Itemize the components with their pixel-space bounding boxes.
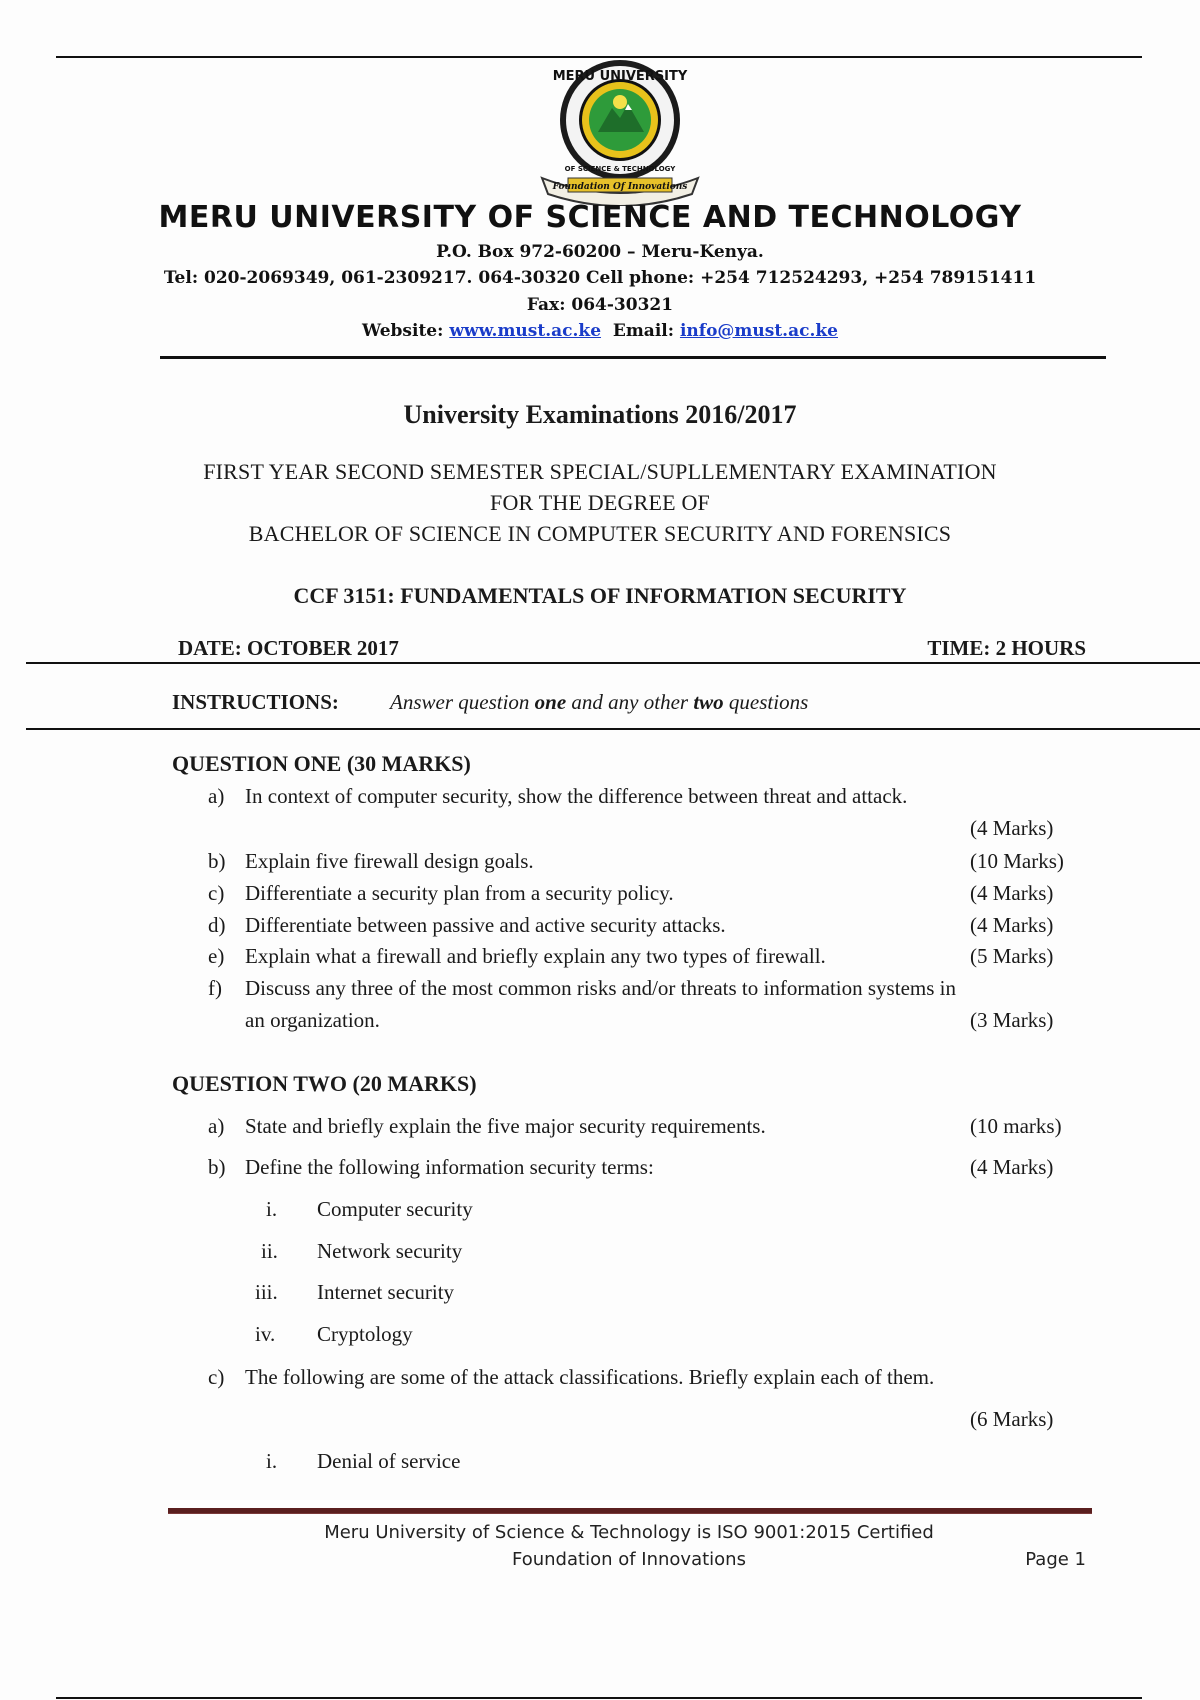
- logo-arc-text: MERU UNIVERSITY: [552, 69, 688, 84]
- q1-item-text: Explain five firewall design goals.: [245, 849, 534, 873]
- q2-item-label: b): [208, 1155, 226, 1179]
- date-rule: [26, 662, 1200, 664]
- telephone-line: Tel: 020-2069349, 061-2309217. 064-30320 Cell phone: +254 712524293, +254 789151411: [163, 268, 1037, 288]
- q1-item-text: Differentiate between passive and active security attacks.: [245, 913, 726, 937]
- q1-item-label: e): [208, 944, 225, 968]
- q1-item-label: c): [208, 881, 225, 905]
- footer-page-number: Page 1: [1025, 1549, 1086, 1570]
- q1-item-text: Differentiate a security plan from a security policy.: [245, 881, 674, 905]
- q2-sub-text: Internet security: [317, 1280, 455, 1304]
- q1-item-text: Explain what a firewall and briefly explain any two types of firewall.: [245, 944, 826, 968]
- q1-item-marks: (10 Marks): [970, 849, 1064, 873]
- exam-line-1: FIRST YEAR SECOND SEMESTER SPECIAL/SUPLLEMENTARY EXAMINATION: [203, 459, 997, 484]
- q1-item-marks: (4 Marks): [970, 913, 1054, 937]
- exam-title: University Examinations 2016/2017: [403, 400, 797, 429]
- q1-item-label: a): [208, 784, 225, 808]
- q2-sub-text: Denial of service: [317, 1449, 461, 1473]
- q1-item-text: Discuss any three of the most common risks and/or threats to information systems in: [245, 976, 956, 1000]
- email-link[interactable]: info@must.ac.ke: [679, 321, 838, 341]
- exam-time: TIME: 2 HOURS: [927, 636, 1086, 660]
- email-label: Email:: [612, 321, 675, 341]
- q2-item-marks: (10 marks): [970, 1114, 1062, 1138]
- q2-item-text: The following are some of the attack classifications. Briefly explain each of them.: [245, 1365, 935, 1389]
- course-title: CCF 3151: FUNDAMENTALS OF INFORMATION SECURITY: [293, 583, 907, 608]
- logo-lower-text: OF SCIENCE & TECHNOLOGY: [564, 165, 676, 173]
- contact-line: [0, 321, 1200, 341]
- instr-part: and any other: [566, 690, 694, 714]
- q1-item-text: In context of computer security, show the difference between threat and attack.: [245, 784, 908, 808]
- footer-motto: Foundation of Innovations: [512, 1549, 746, 1570]
- q1-item-marks: (4 Marks): [970, 881, 1054, 905]
- website-link[interactable]: www.must.ac.ke: [449, 321, 602, 341]
- exam-line-3: BACHELOR OF SCIENCE IN COMPUTER SECURITY AND FORENSICS: [248, 521, 952, 546]
- q2-sub-num: i.: [266, 1449, 278, 1473]
- q2-sub-text: Cryptology: [317, 1322, 413, 1346]
- q1-item-marks: (3 Marks): [970, 1008, 1054, 1032]
- instructions-rule: [26, 728, 1200, 730]
- instr-part: questions: [723, 690, 809, 714]
- q1-item-marks: (4 Marks): [970, 816, 1054, 840]
- fax-line: Fax: 064-30321: [526, 295, 674, 315]
- instr-emph-two: two: [693, 690, 724, 714]
- question-one-heading: QUESTION ONE (30 MARKS): [172, 751, 471, 776]
- q2-item-text: Define the following information security terms:: [245, 1155, 654, 1179]
- q1-item-text-continued: an organization.: [245, 1008, 380, 1032]
- q1-item-label: f): [208, 976, 222, 1000]
- footer-certification: Meru University of Science & Technology is ISO 9001:2015 Certified: [324, 1522, 934, 1543]
- header-rule: [160, 356, 1106, 359]
- instructions-label: INSTRUCTIONS:: [172, 690, 339, 714]
- footer-rule: [168, 1508, 1092, 1514]
- q2-item-label: a): [208, 1114, 225, 1138]
- q2-sub-num: ii.: [261, 1239, 278, 1263]
- question-two-heading: QUESTION TWO (20 MARKS): [172, 1071, 477, 1096]
- q2-item-label: c): [208, 1365, 225, 1389]
- q2-item-marks: (6 Marks): [970, 1407, 1054, 1431]
- exam-date: DATE: OCTOBER 2017: [178, 636, 399, 660]
- q2-item-marks: (4 Marks): [970, 1155, 1054, 1179]
- q1-item-label: d): [208, 913, 226, 937]
- q2-sub-text: Network security: [317, 1239, 463, 1263]
- q2-sub-num: iii.: [255, 1280, 278, 1304]
- instr-emph-one: one: [534, 690, 567, 714]
- instr-part: Answer question: [390, 690, 535, 714]
- q2-sub-text: Computer security: [317, 1197, 473, 1221]
- university-name: MERU UNIVERSITY OF SCIENCE AND TECHNOLOGY: [158, 200, 1022, 235]
- exam-line-2: FOR THE DEGREE OF: [490, 490, 710, 515]
- q2-sub-num: i.: [266, 1197, 278, 1221]
- university-logo: [528, 58, 708, 206]
- postal-address: P.O. Box 972-60200 – Meru-Kenya.: [436, 242, 764, 262]
- logo-banner-text: Foundation Of Innovations: [552, 182, 688, 192]
- q2-item-text: State and briefly explain the five major security requirements.: [245, 1114, 766, 1138]
- q2-sub-num: iv.: [255, 1322, 276, 1346]
- q1-item-label: b): [208, 849, 226, 873]
- instructions-text: [390, 690, 808, 715]
- q1-item-marks: (5 Marks): [970, 944, 1054, 968]
- bottom-rule: [56, 1697, 1142, 1699]
- website-label: Website:: [362, 321, 444, 341]
